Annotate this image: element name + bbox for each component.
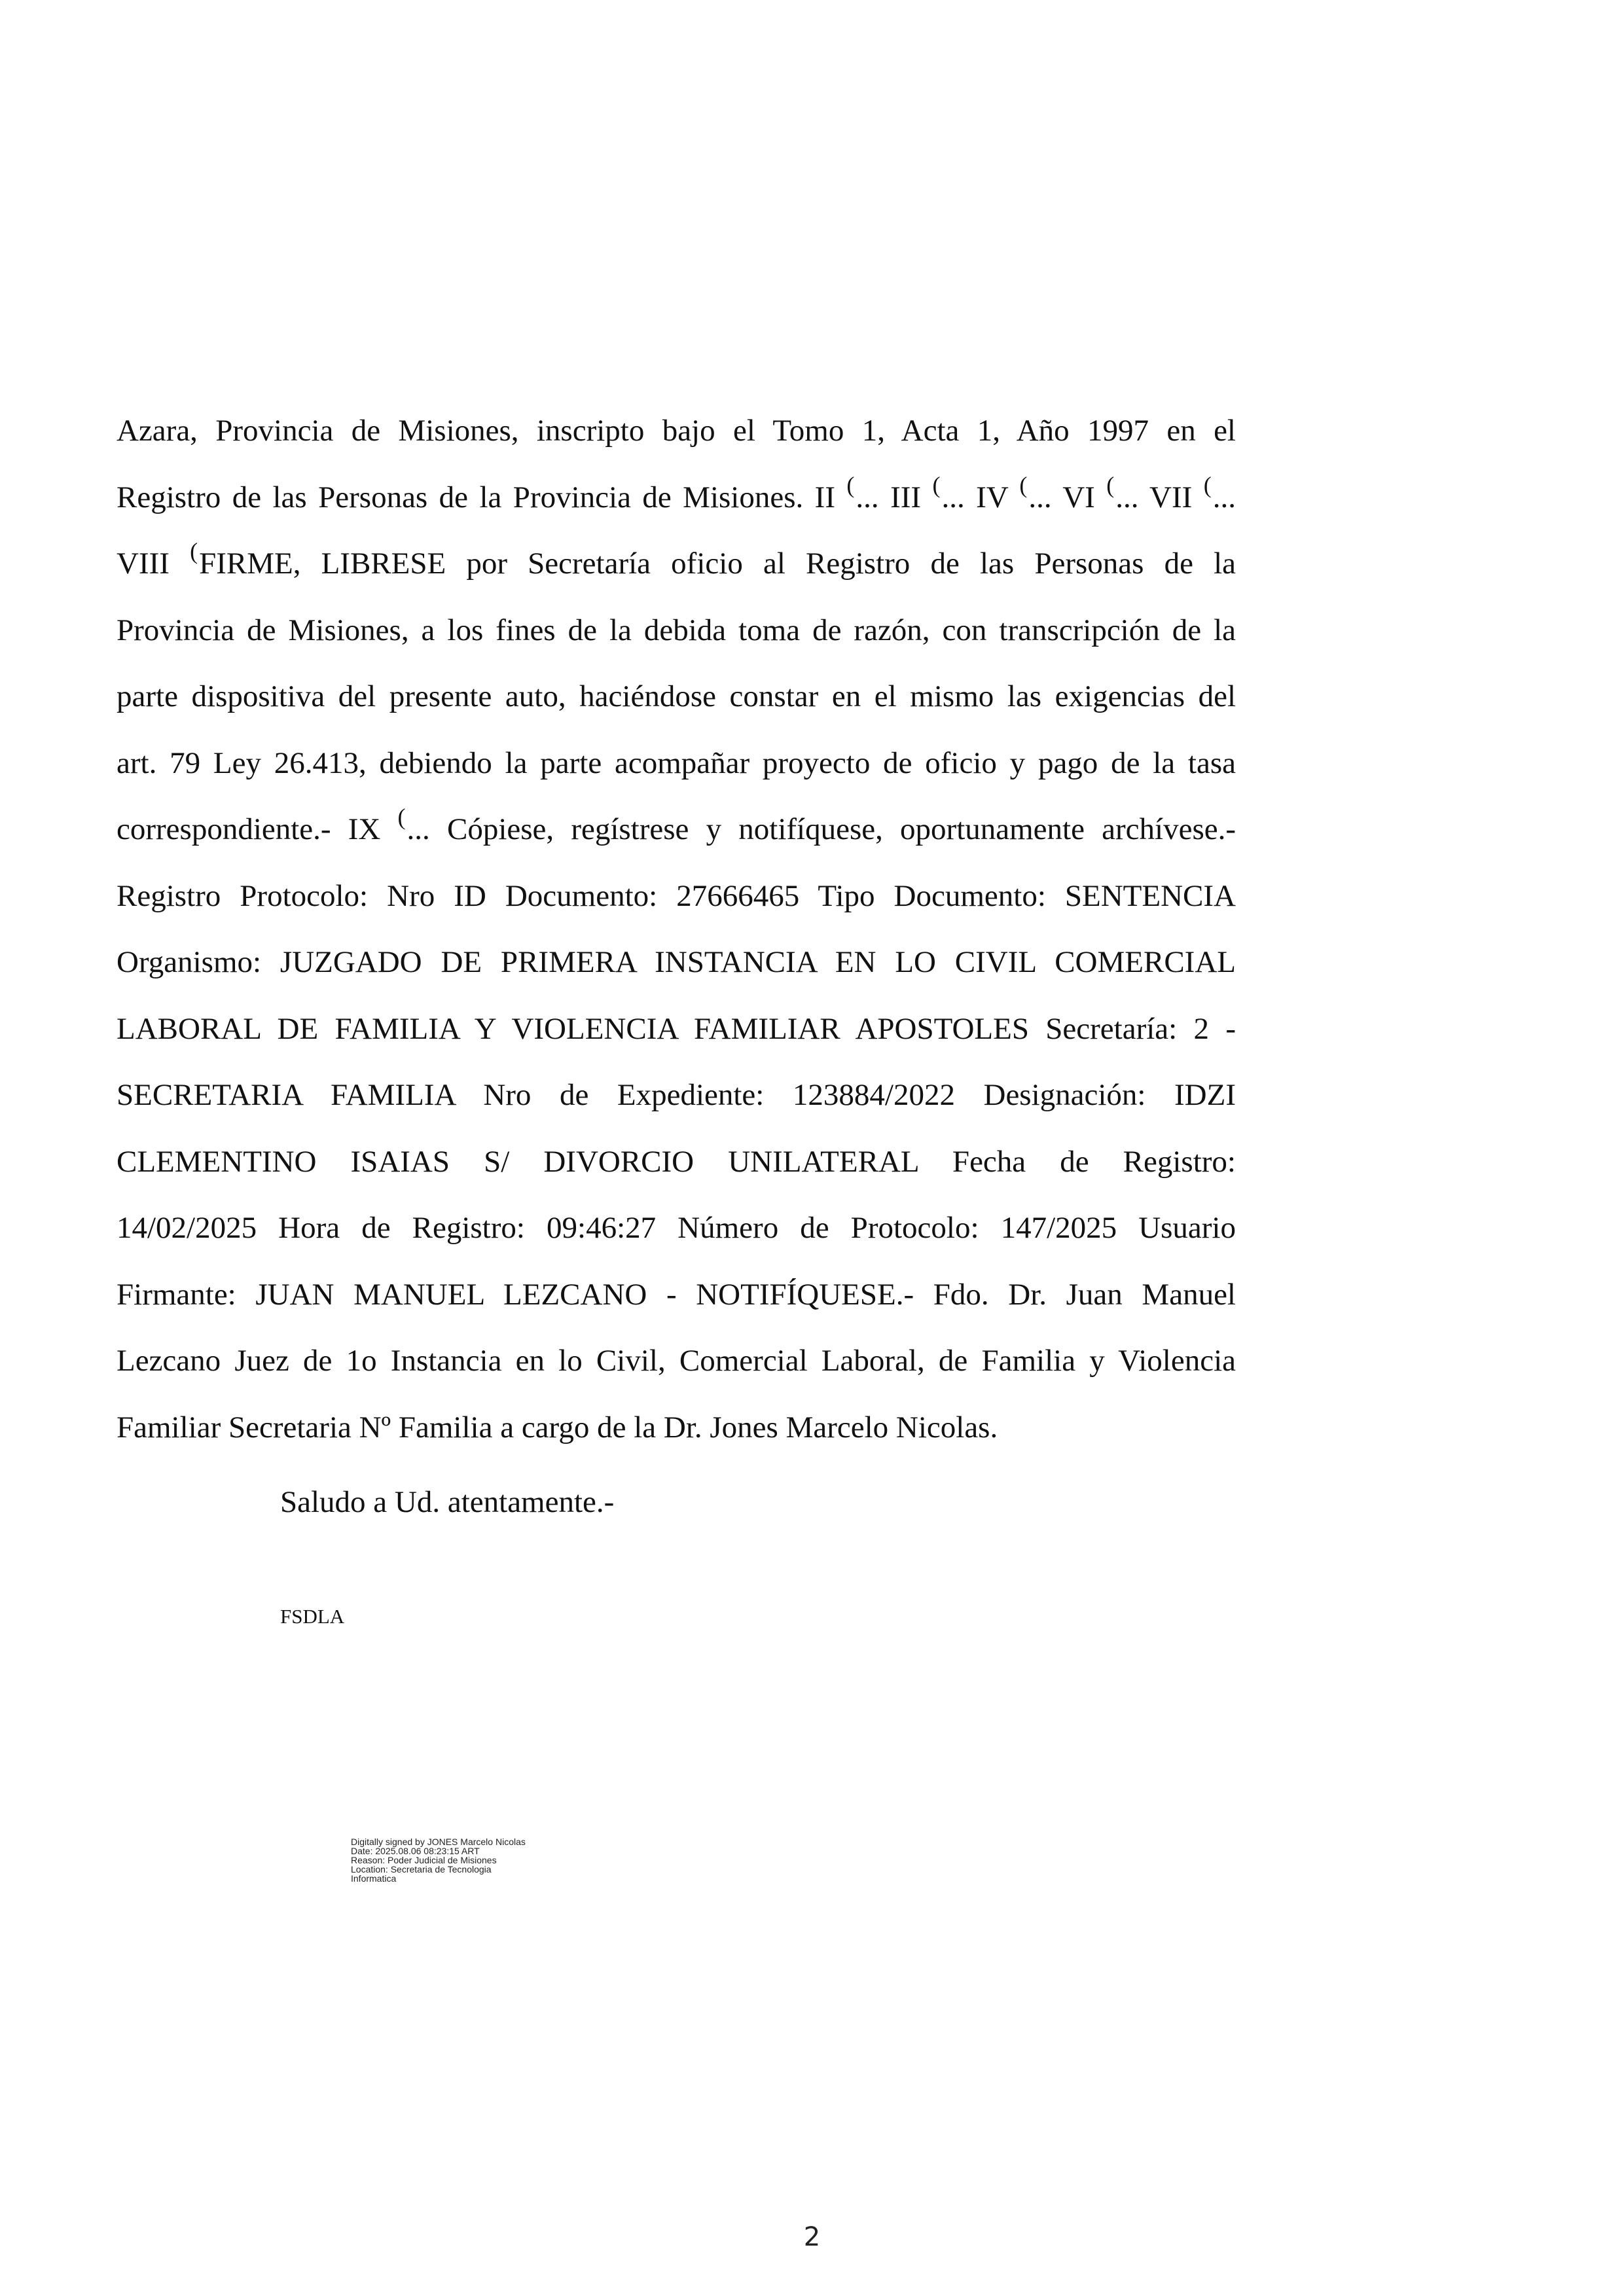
body-line: VIII (FIRME, LIBRESE por Secretaría oficio al Registro de las Personas de la bbox=[117, 538, 1236, 581]
superscript-mark: ( bbox=[190, 538, 198, 564]
body-line: LABORAL DE FAMILIA Y VIOLENCIA FAMILIAR APOSTOLES Secretaría: 2 - bbox=[117, 1011, 1236, 1046]
body-line: Firmante: JUAN MANUEL LEZCANO - NOTIFÍQUESE.- Fdo. Dr. Juan Manuel bbox=[117, 1277, 1236, 1312]
digital-signature-block bbox=[351, 1837, 526, 1883]
body-line: Familiar Secretaria Nº Familia a cargo de la Dr. Jones Marcelo Nicolas. bbox=[117, 1410, 998, 1444]
superscript-mark: ( bbox=[932, 471, 941, 498]
superscript-mark: ( bbox=[397, 804, 406, 830]
signature-location-cont: Informatica bbox=[351, 1873, 397, 1884]
closing-salutation: Saludo a Ud. atentamente.- bbox=[280, 1485, 615, 1519]
signature-location: Location: Secretaria de Tecnologia bbox=[351, 1864, 492, 1874]
superscript-mark: ( bbox=[1019, 471, 1028, 498]
superscript-mark: ( bbox=[1106, 471, 1115, 498]
body-line: art. 79 Ley 26.413, debiendo la parte acompañar proyecto de oficio y pago de la tasa bbox=[117, 745, 1236, 780]
body-line: parte dispositiva del presente auto, haciéndose constar en el mismo las exigencias del bbox=[117, 679, 1236, 713]
body-line: SECRETARIA FAMILIA Nro de Expediente: 123884/2022 Designación: IDZI bbox=[117, 1078, 1236, 1112]
body-line: Azara, Provincia de Misiones, inscripto bajo el Tomo 1, Acta 1, Año 1997 en el bbox=[117, 414, 1236, 448]
signature-signer: Digitally signed by JONES Marcelo Nicolas bbox=[351, 1837, 526, 1847]
page-number: 2 bbox=[803, 2222, 821, 2252]
body-line: CLEMENTINO ISAIAS S/ DIVORCIO UNILATERAL Fecha de Registro: bbox=[117, 1144, 1236, 1179]
superscript-mark: ( bbox=[846, 471, 855, 498]
body-line: Registro de las Personas de la Provincia de Misiones. II (... III (... IV (... VI (... VII (... bbox=[117, 471, 1236, 514]
body-line: Lezcano Juez de 1o Instancia en lo Civil, Comercial Laboral, de Familia y Violencia bbox=[117, 1344, 1236, 1378]
superscript-mark: ( bbox=[1203, 471, 1212, 498]
body-line: Provincia de Misiones, a los fines de la debida toma de razón, con transcripción de la bbox=[117, 613, 1236, 647]
body-line: Organismo: JUZGADO DE PRIMERA INSTANCIA EN LO CIVIL COMERCIAL bbox=[117, 945, 1236, 979]
signature-date: Date: 2025.08.06 08:23:15 ART bbox=[351, 1846, 480, 1856]
body-line: 14/02/2025 Hora de Registro: 09:46:27 Número de Protocolo: 147/2025 Usuario bbox=[117, 1211, 1236, 1245]
signature-reason: Reason: Poder Judicial de Misiones bbox=[351, 1855, 497, 1865]
body-line: Registro Protocolo: Nro ID Documento: 27666465 Tipo Documento: SENTENCIA bbox=[117, 878, 1236, 913]
body-line: correspondiente.- IX (... Cópiese, regístrese y notifíquese, oportunamente archívese.- bbox=[117, 804, 1236, 846]
author-initials: FSDLA bbox=[280, 1605, 345, 1628]
document-body bbox=[117, 398, 1236, 1461]
